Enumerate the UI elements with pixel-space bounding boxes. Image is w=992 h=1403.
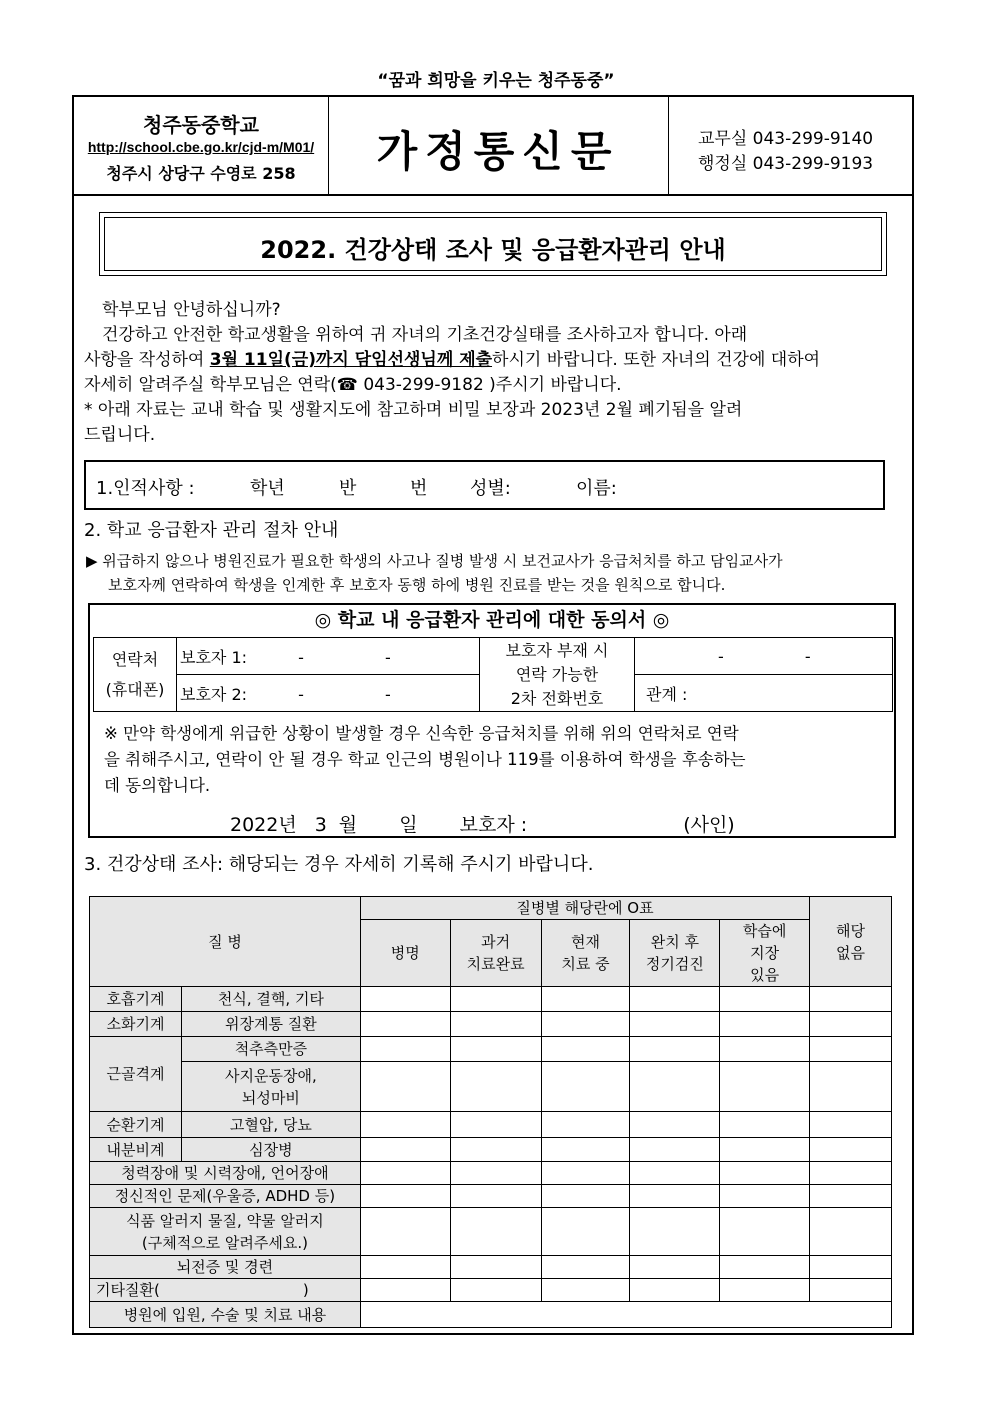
school-name: 청주동중학교 bbox=[143, 113, 259, 137]
hospital-history-label: 병원에 입원, 수술 및 치료 내용 bbox=[90, 1302, 361, 1328]
col-regular-checkup: 완치 후 정기검진 bbox=[630, 920, 720, 987]
name-field[interactable]: 이름: bbox=[576, 478, 617, 499]
school-address: 청주시 상당구 수영로 258 bbox=[106, 164, 296, 183]
col-past-treated: 과거 치료완료 bbox=[450, 920, 541, 987]
disease-allergy: 식품 알러지 물질, 약물 알러지 (구체적으로 알려주세요.) bbox=[90, 1208, 361, 1256]
school-info bbox=[74, 97, 329, 194]
guardian1-phone-field[interactable]: 보호자 1: - - bbox=[177, 638, 480, 675]
signature-mark: (사인) bbox=[683, 814, 735, 836]
document-title-box bbox=[99, 212, 887, 276]
school-motto: “꿈과 희망을 키우는 청주동중” bbox=[377, 71, 615, 91]
consent-note: ※ 만약 학생에게 위급한 상황이 발생할 경우 신속한 응급처치를 위해 위의 연락처로 연락 을 취해주시고, 연락이 안 될 경우 학교 인근의 병원이나 119를 이용하여 학생을 후송하는 데 동의합니다. bbox=[104, 724, 746, 795]
col-not-applicable: 해당 없음 bbox=[810, 897, 892, 987]
section2-bullet-cont: 보호자께 연락하여 학생을 인계한 후 보호자 동행 하에 병원 진료를 받는 것을 원칙으로 합니다. bbox=[108, 576, 726, 594]
section3-title: 3. 건강상태 조사: 해당되는 경우 자세히 기록해 주시기 바랍니다. bbox=[84, 854, 594, 875]
month-field[interactable]: 3 bbox=[303, 814, 339, 837]
disease-sensory: 청력장애 및 시력장애, 언어장애 bbox=[90, 1162, 361, 1185]
intro-line: 드립니다. bbox=[84, 425, 156, 445]
day-field[interactable] bbox=[363, 814, 393, 837]
category-digestive: 소화기계 bbox=[90, 1012, 182, 1037]
cell[interactable] bbox=[360, 987, 450, 1012]
disease-mental: 정신적인 문제(우울증, ADHD 등) bbox=[90, 1185, 361, 1208]
relation-field[interactable]: 관계 : bbox=[635, 675, 893, 712]
consent-form bbox=[88, 603, 896, 838]
grade-field[interactable]: 학년 bbox=[250, 478, 285, 499]
consent-signature-line: 2022년 3 월 일 보호자 : (사인) bbox=[230, 814, 735, 836]
category-respiratory: 호흡기계 bbox=[90, 987, 182, 1012]
contact-table bbox=[93, 637, 893, 712]
document-title: 2022. 건강상태 조사 및 응급환자관리 안내 bbox=[260, 236, 726, 264]
disease-header: 질 병 bbox=[90, 897, 361, 987]
disease-motor-disorder: 사지운동장애, 뇌성마비 bbox=[181, 1062, 360, 1112]
section2-bullet: ▶ 위급하지 않으나 병원진료가 필요한 학생의 사고나 질병 발생 시 보건교사가 응급처치를 하고 담임교사가 bbox=[86, 552, 783, 570]
disease-respiratory: 천식, 결핵, 기타 bbox=[181, 987, 360, 1012]
col-current-treatment: 현재 치료 중 bbox=[541, 920, 630, 987]
alt-contact-label: 보호자 부재 시 연락 가능한 2차 전화번호 bbox=[480, 638, 635, 712]
academic-office-phone: 교무실 043-299-9140 bbox=[698, 129, 874, 149]
disease-heart: 심장병 bbox=[181, 1138, 360, 1162]
disease-epilepsy: 뇌전증 및 경련 bbox=[90, 1256, 361, 1279]
gender-field[interactable]: 성별: bbox=[470, 478, 511, 499]
disease-other: 기타질환( ) bbox=[90, 1279, 361, 1302]
disease-hypertension: 고혈압, 당뇨 bbox=[181, 1112, 360, 1138]
admin-office-phone: 행정실 043-299-9193 bbox=[698, 154, 874, 174]
col-learning-impact: 학습에 지장 있음 bbox=[720, 920, 810, 987]
intro-paragraph bbox=[84, 298, 904, 448]
col-disease-name: 병명 bbox=[360, 920, 450, 987]
intro-line: * 아래 자료는 교내 학습 및 생활지도에 참고하며 비밀 보장과 2023년 2월 폐기됨을 알려 bbox=[84, 400, 743, 420]
category-endocrine: 내분비계 bbox=[90, 1138, 182, 1162]
alt-phone-field[interactable]: - - bbox=[635, 638, 893, 675]
greeting: 학부모님 안녕하십니까? bbox=[102, 300, 281, 320]
guardian-signature-field[interactable] bbox=[533, 814, 683, 837]
deadline: 3월 11일(금)까지 담임선생님께 제출 bbox=[209, 350, 493, 370]
section2-title: 2. 학교 응급환자 관리 절차 안내 bbox=[84, 520, 339, 541]
personal-info-box bbox=[84, 460, 885, 510]
intro-line: 건강하고 안전한 학교생활을 위하여 귀 자녀의 기초건강실태를 조사하고자 합니다. 아래 bbox=[102, 325, 748, 345]
mark-header: 질병별 해당란에 O표 bbox=[360, 897, 809, 920]
letter-header bbox=[74, 97, 912, 196]
disease-scoliosis: 척추측만증 bbox=[181, 1037, 360, 1062]
disease-digestive: 위장계통 질환 bbox=[181, 1012, 360, 1037]
category-musculoskeletal: 근골격계 bbox=[90, 1037, 182, 1112]
phone-cell bbox=[668, 97, 912, 194]
contact-label: 연락처 (휴대폰) bbox=[94, 638, 177, 712]
school-url-link[interactable]: http://school.cbe.go.kr/cjd-m/M01/ bbox=[87, 139, 315, 155]
intro-line: 자세히 알려주실 학부모님은 연락(☎ 043-299-9182 )주시기 바랍니다. bbox=[84, 375, 622, 395]
class-field[interactable]: 반 bbox=[339, 478, 357, 499]
consent-title: ◎ 학교 내 응급환자 관리에 대한 동의서 ◎ bbox=[314, 609, 670, 631]
hospital-history-field[interactable] bbox=[360, 1302, 891, 1328]
intro-line-deadline: 사항을 작성하여 3월 11일(금)까지 담임선생님께 제출하시기 바랍니다. 또한 자녀의 건강에 대하여 bbox=[84, 350, 821, 370]
personal-info-label: 1.인적사항 : bbox=[96, 478, 195, 499]
guardian2-phone-field[interactable]: 보호자 2: - - bbox=[177, 675, 480, 712]
newsletter-title: 가정통신문 bbox=[376, 127, 620, 176]
title-cell bbox=[328, 97, 669, 194]
health-survey-table bbox=[89, 896, 892, 1328]
category-circulatory: 순환기계 bbox=[90, 1112, 182, 1138]
number-field[interactable]: 번 bbox=[410, 478, 428, 499]
